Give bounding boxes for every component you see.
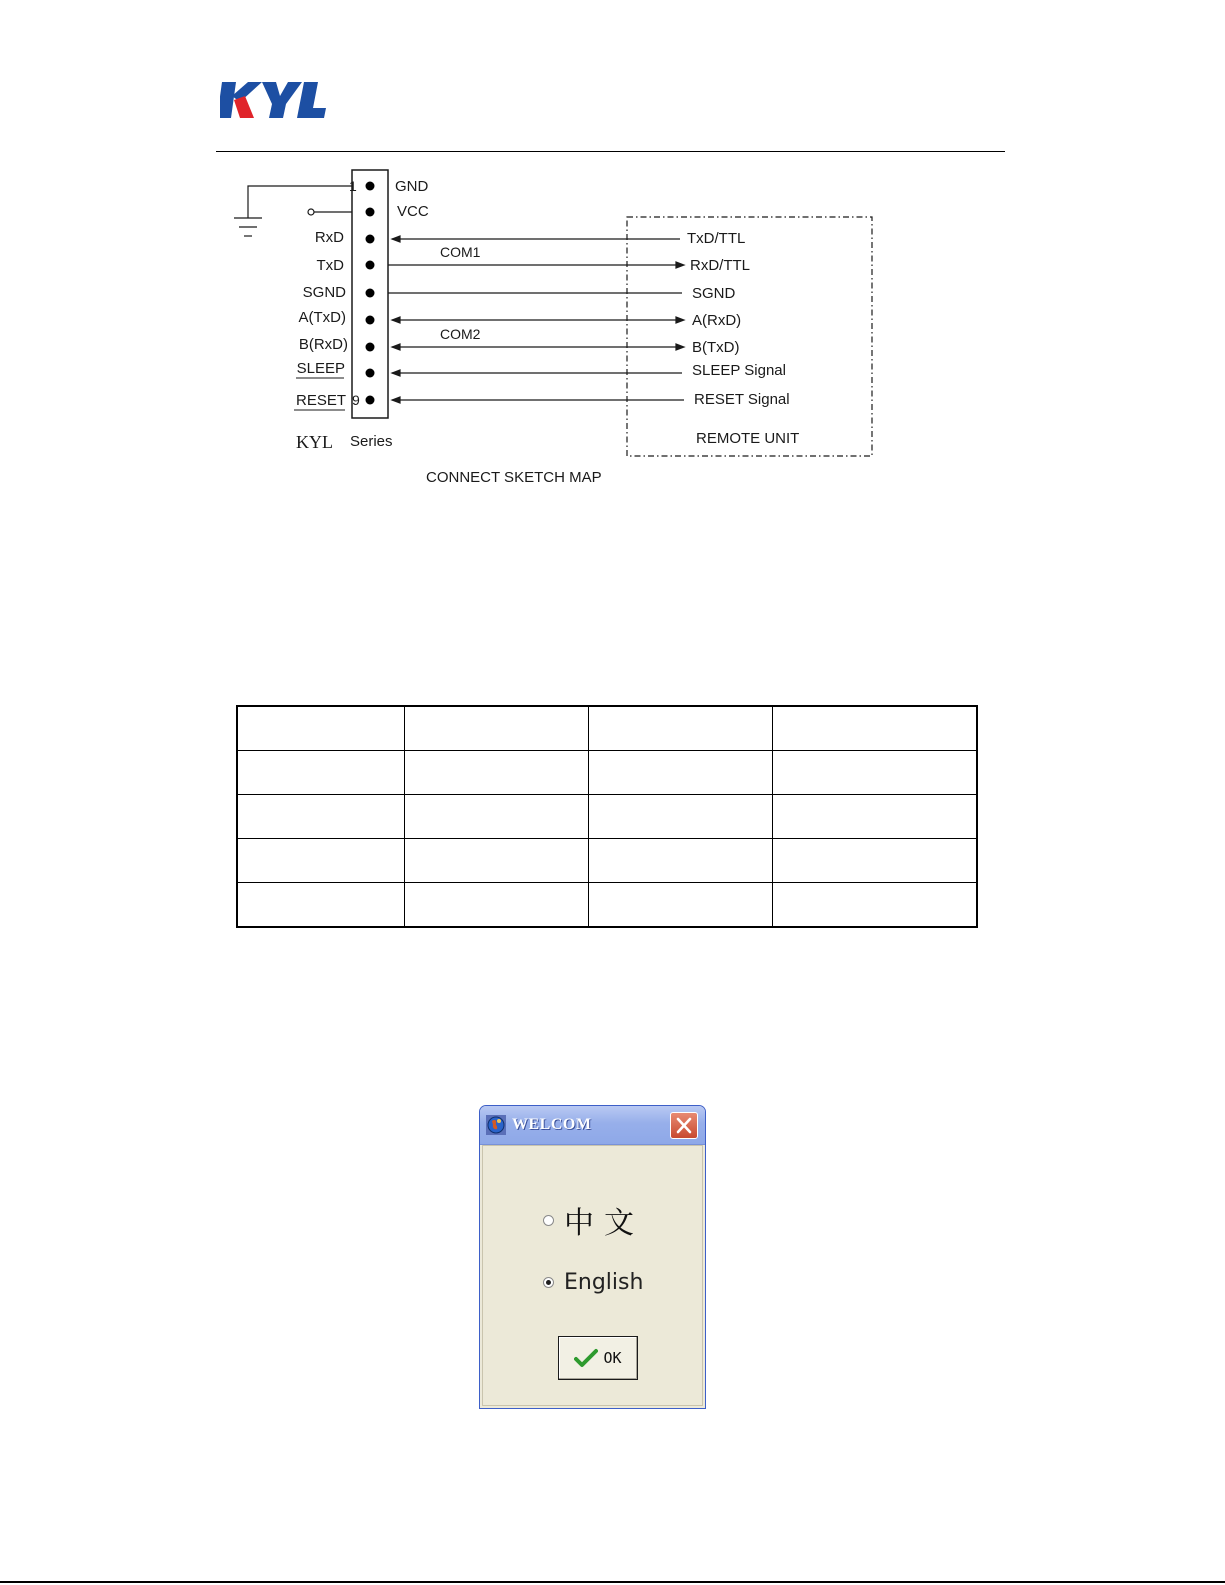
checkmark-icon (574, 1348, 598, 1368)
welcome-dialog (479, 1105, 706, 1409)
pin-label-a-txd: A(TxD) (298, 309, 346, 326)
pin-label-gnd: GND (395, 178, 429, 195)
radio-option-chinese[interactable] (543, 1198, 644, 1242)
table-cell (237, 883, 404, 928)
table-cell (237, 795, 404, 839)
table-row (237, 751, 977, 795)
remote-signal-sleep: SLEEP Signal (692, 362, 786, 379)
remote-signal-sgnd: SGND (692, 285, 736, 302)
table-cell (772, 795, 977, 839)
table-cell (237, 751, 404, 795)
pin-label-vcc: VCC (397, 203, 429, 220)
bus-label-com1: COM1 (440, 244, 481, 260)
remote-unit-box (627, 217, 872, 456)
vcc-terminal (308, 209, 352, 215)
dialog-titlebar[interactable] (480, 1106, 705, 1145)
table-cell (772, 883, 977, 928)
table-cell (404, 751, 588, 795)
globe-icon (486, 1115, 506, 1135)
table-cell (404, 706, 588, 751)
radio-label-english: English (564, 1270, 644, 1295)
dialog-body (482, 1145, 703, 1406)
radio-label-chinese: 中文 (564, 1206, 644, 1241)
table-cell (404, 795, 588, 839)
radio-button-english[interactable] (543, 1277, 554, 1288)
table-cell (588, 706, 772, 751)
pin-label-rxd: RxD (314, 229, 344, 246)
dialog-title: WELCOM (512, 1116, 592, 1133)
pin-number-9: 9 (352, 392, 360, 408)
radio-option-english[interactable] (543, 1270, 643, 1295)
table-cell (772, 751, 977, 795)
table-cell (237, 839, 404, 883)
pin-label-b-rxd: B(RxD) (298, 336, 348, 353)
remote-signal-txd-ttl: TxD/TTL (687, 230, 746, 247)
table-row (237, 706, 977, 751)
pin-label-sgnd: SGND (302, 284, 346, 301)
table-cell (772, 839, 977, 883)
table-cell (404, 883, 588, 928)
close-icon (671, 1113, 697, 1138)
remote-unit-label: REMOTE UNIT (696, 430, 800, 447)
table-cell (588, 795, 772, 839)
remote-signal-rxd-ttl: RxD/TTL (690, 257, 750, 274)
table-cell (237, 706, 404, 751)
table-cell (588, 883, 772, 928)
radio-button-chinese[interactable] (543, 1215, 554, 1226)
remote-signal-reset: RESET Signal (694, 391, 790, 408)
remote-signal-b-txd: B(TxD) (692, 339, 740, 356)
ok-label: OK (603, 1349, 622, 1367)
ok-button[interactable] (558, 1336, 638, 1380)
table-cell (772, 706, 977, 751)
pin-label-txd: TxD (316, 257, 344, 274)
connect-sketch-map (0, 0, 1225, 520)
remote-signal-a-rxd: A(RxD) (692, 312, 742, 329)
table-cell (588, 839, 772, 883)
close-button[interactable] (670, 1112, 698, 1139)
table-row (237, 883, 977, 928)
table-row (237, 795, 977, 839)
pin-label-sleep: SLEEP (296, 360, 345, 377)
device-label-kyl: KYL (296, 432, 333, 452)
pin-label-reset: RESET (295, 392, 346, 409)
pin-dots (366, 182, 375, 405)
pin-number-1: 1 (349, 178, 357, 194)
spec-table (236, 705, 978, 928)
bus-label-com2: COM2 (440, 326, 481, 342)
table-cell (588, 751, 772, 795)
table-row (237, 839, 977, 883)
footer-divider (0, 1581, 1225, 1583)
diagram-caption: CONNECT SKETCH MAP (426, 469, 602, 486)
table-cell (404, 839, 588, 883)
device-label-series: Series (350, 433, 393, 450)
